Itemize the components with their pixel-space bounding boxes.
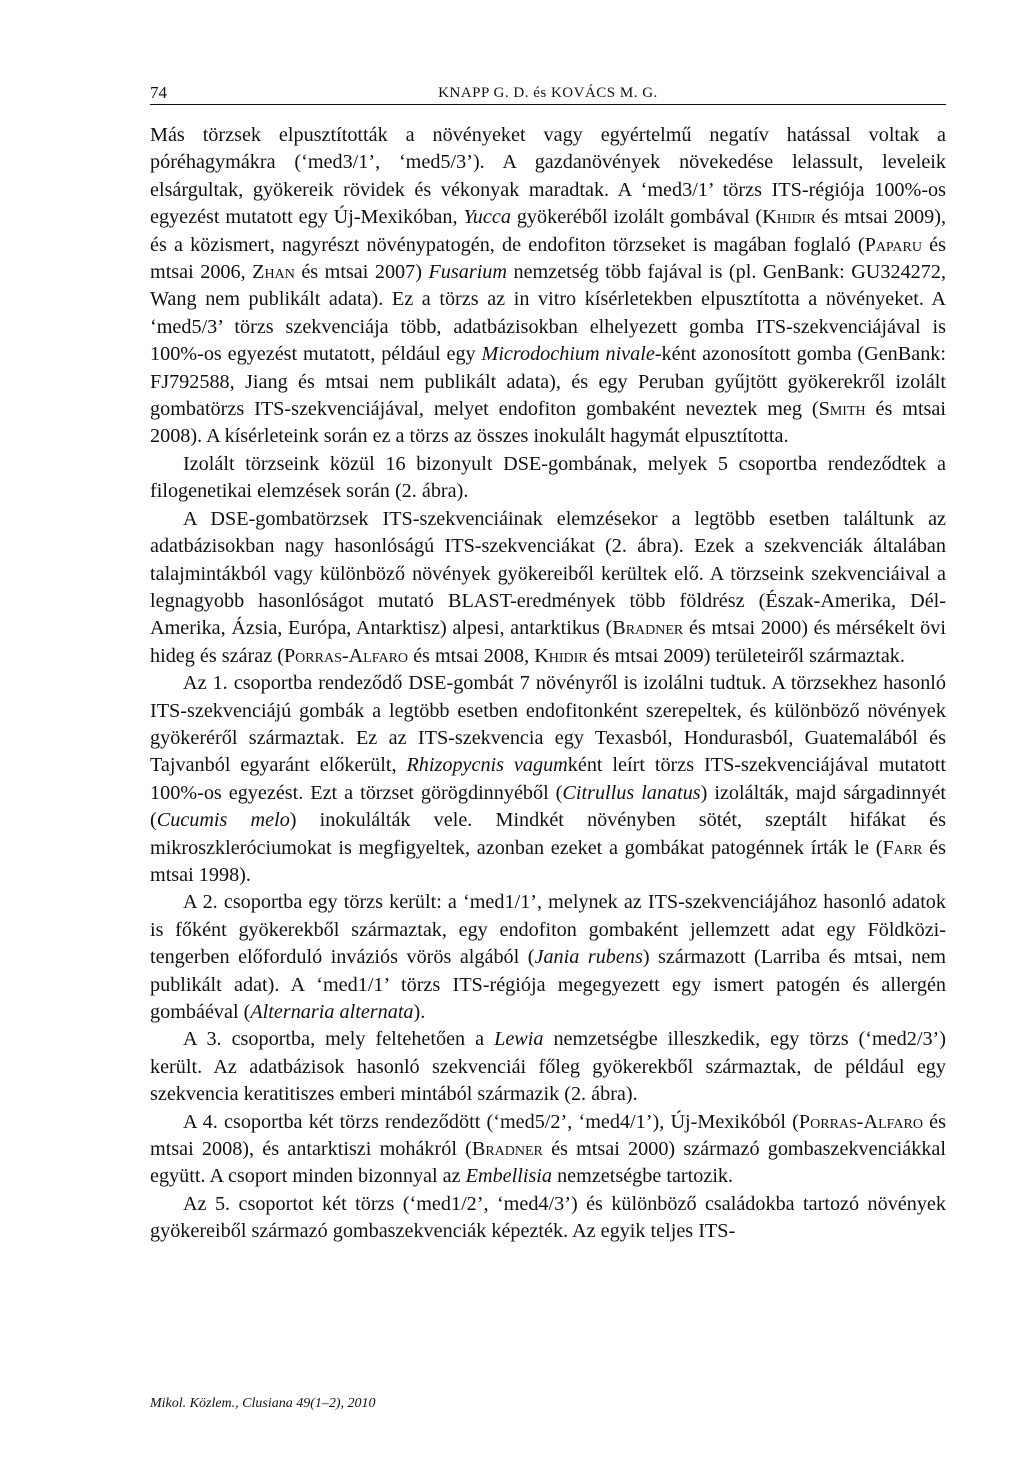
text-run: Az 1. csoportba rendeződő DSE-gombát 7 növényről is izolálni tudtuk. A törzsekhez hasonló ITS-szekvenciájú gombák a legtöbb esetben endofitonként szerepeltek, és különböző növények gyökeréről származtak. Ez az ITS-szekvencia egy Texasból, Hondurasból, Guatemalából és Tajvanból egyaránt előkerült, <box>150 672 946 777</box>
paragraph-3 <box>150 506 946 670</box>
italic-term: Cucumis melo <box>156 809 290 832</box>
text-run: Izolált törzseink közül 16 bizonyult DSE-gombának, melyek 5 csoportba rendeződtek a filogenetikai elemzések során (2. ábra). <box>150 452 946 503</box>
italic-term: Microdochium nivale <box>481 343 655 366</box>
text-run: -ként azonosított gomba (GenBank: FJ792588, Jiang és mtsai nem publikált adata), és egy Peruban gyűjtött gyökerekről izolált gombatörzs ITS-szekvenciájával, melyet endofiton gombaként neveztek meg ( <box>150 343 946 421</box>
italic-term: Alternaria alternata <box>250 1001 414 1023</box>
journal-footer: Mikol. Közlem., Clusiana 49(1–2), 2010 <box>150 1396 376 1411</box>
paragraph-8 <box>150 1191 946 1246</box>
text-run: ) származott (Larriba és mtsai, nem publikált adat). A ‘med1/1’ törzs ITS-régiója megegyezett egy ismert patogén és allergén gombáéval ( <box>150 946 946 1023</box>
text-run: ként leírt törzs ITS-szekvenciájával mutatott 100%-os egyezést. Ezt a törzset görögdinnyéből ( <box>150 754 946 804</box>
author-name: Paparu <box>864 233 922 256</box>
italic-term: Yucca <box>463 206 511 229</box>
text-run: gyökeréből izolált gombával ( <box>510 206 763 229</box>
text-run: A DSE-gombatörzsek ITS-szekvenciáinak elemzésekor a legtöbb esetben találtunk az adatbázisokban nagy hasonlóságú ITS-szekvenciákat (2. ábra). Ezek a szekvenciák általában talajmintákból vagy különböző növények gyökereiből kerültek elő. A törzseink szekvenciáival a legnagyobb hasonlóságot mutató BLAST-eredmények több földrész (Észak-Amerika, Dél-Amerika, Ázsia, Európa, Antarktisz) alpesi, antarktikus ( <box>150 507 946 640</box>
running-header <box>150 82 946 105</box>
text-run: és mtsai 2000) származó gombaszekvenciákkal együtt. A csoport minden bizonnyal az <box>150 1138 946 1188</box>
author-name: Smith <box>818 398 866 421</box>
article-body <box>150 122 946 1246</box>
paragraph-1 <box>150 122 946 451</box>
text-run: és mtsai 2008, <box>408 644 535 667</box>
text-run: és mtsai 2000) és mérsékelt övi hideg és száraz ( <box>150 617 946 667</box>
text-run: és mtsai 2009), és a közismert, nagyrészt növénypatogén, de endofiton törzseket is magában foglaló ( <box>150 206 946 256</box>
author-name: Porras-Alfaro <box>283 644 409 667</box>
text-run: ) izolálták, majd sárgadinnyét ( <box>150 781 947 832</box>
text-run: Az 5. csoportot két törzs (‘med1/2’, ‘med4/3’) és különböző családokba tartozó növények gyökereiből származó gombaszekvenciák képezték. Az egyik teljes ITS- <box>150 1192 946 1243</box>
text-run: ) inokulálták vele. Mindkét növényben sötét, szeptált hifákat és mikroszkleróciumokat is megfigyeltek, azonban ezeket a gombákat patogénnek írták le ( <box>150 809 946 859</box>
author-name: Porras-Alfaro <box>798 1110 923 1133</box>
text-run: Más törzsek elpusztították a növényeket vagy egyértelmű negatív hatással voltak a póréhagymákra (‘med3/1’, ‘med5/3’). A gazdanövények növekedése lelassult, leveleik elsárgultak, gyökereik rövidek és vékonyak maradtak. A ‘med3/1’ törzs ITS-régiója 100%-os egyezést mutatott egy Új-Mexikóban, <box>150 124 946 229</box>
text-run: nemzetségbe illeszkedik, egy törzs (‘med2/3’) került. Az adatbázisok hasonló szekvenciái főleg gyökerekből származtak, de például egy szekvencia keratitiszes emberi mintából származik (2. ábra). <box>150 1028 946 1106</box>
author-name: Khidir <box>762 206 816 229</box>
italic-term: Citrullus lanatus <box>562 781 701 804</box>
text-run: ). <box>413 1001 426 1023</box>
page-number: 74 <box>150 83 167 102</box>
text-run: és mtsai 2009) területeiről származtak. <box>587 644 905 667</box>
text-run: és mtsai 2008), és antarktiszi mohákról ( <box>150 1110 946 1161</box>
text-run: és mtsai 1998). <box>150 836 946 886</box>
running-header-authors: KNAPP G. D. és KOVÁCS M. G. <box>438 85 658 101</box>
paragraph-2 <box>150 451 946 506</box>
italic-term: Lewia <box>494 1028 544 1051</box>
italic-term: Fusarium <box>428 261 507 284</box>
paragraph-5 <box>150 889 946 1026</box>
text-run: nemzetség több fajával is (pl. GenBank: GU324272, Wang nem publikált adata). Ez a törzs az in vitro kísérletekben elpusztította a növényeket. A ‘med5/3’ törzs szekvenciája több, adatbázisokban elhelyezett gomba ITS-szekvenciájával is 100%-os egyezést mutatott, például egy <box>150 261 946 366</box>
italic-term: Jania rubens <box>534 946 643 969</box>
text-run: és mtsai 2007) <box>294 261 429 284</box>
author-name: Khidir <box>534 644 588 667</box>
paragraph-4 <box>150 670 946 889</box>
text-run: A 3. csoportba, mely feltehetően a <box>183 1028 495 1051</box>
text-run: és mtsai 2006, <box>150 233 946 284</box>
text-run: nemzetségbe tartozik. <box>552 1165 734 1188</box>
author-name: Zhan <box>252 261 295 284</box>
text-run: A 4. csoportba két törzs rendeződött (‘med5/2’, ‘med4/1’), Új-Mexikóból ( <box>183 1110 799 1133</box>
paragraph-7 <box>150 1109 946 1191</box>
author-name: Farr <box>882 836 923 859</box>
text-run: és mtsai 2008). A kísérleteink során ez a törzs az összes inokulált hagymát elpusztította. <box>150 398 946 448</box>
author-name: Bradner <box>612 617 684 640</box>
italic-term: Rhizopycnis vagum <box>406 754 568 777</box>
italic-term: Embellisia <box>465 1165 553 1188</box>
text-run: A 2. csoportba egy törzs került: a ‘med1/1’, melynek az ITS-szekvenciájához hasonló adatok is főként gyökerekből származtak, egy endofiton gombaként jellemzett adat egy Földközi-tengerben előforduló inváziós vörös algából ( <box>150 891 946 969</box>
paragraph-6 <box>150 1026 946 1108</box>
author-name: Bradner <box>471 1138 543 1161</box>
